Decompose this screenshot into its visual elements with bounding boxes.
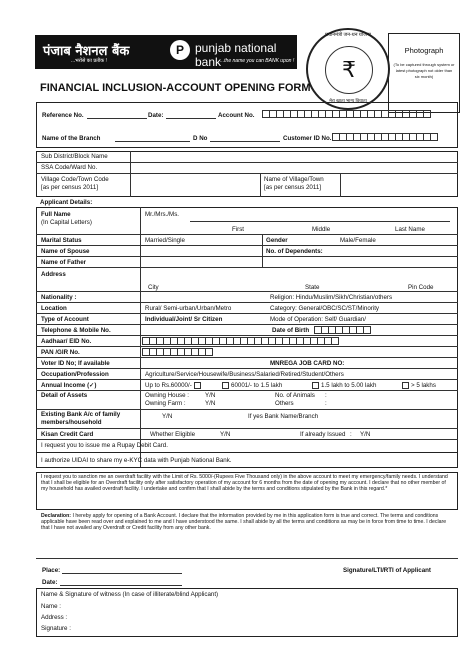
reference-no-label: Reference No.: [42, 112, 84, 119]
d-no-label: D No: [193, 135, 208, 142]
income-option-2-label: 60001/- to 1.5 lakh: [231, 382, 283, 390]
rupee-icon: ₹: [325, 46, 373, 94]
reference-no-field[interactable]: [87, 118, 147, 119]
owning-house-label: Owning House :: [145, 392, 190, 399]
village-code-label: Village Code/Town Code: [41, 176, 109, 183]
address-label: Address: [41, 271, 66, 278]
phone-label: Telephone & Mobile No.: [41, 327, 111, 334]
spouse-label: Name of Spouse: [41, 248, 90, 255]
jan-dhan-seal: [306, 28, 390, 110]
footer-date-label: Date:: [42, 579, 58, 586]
last-name-label: Last Name: [395, 226, 425, 233]
bank-name-english: punjab national bank: [195, 41, 277, 69]
animals-label: No. of Animals: [275, 392, 315, 399]
eligible-yn[interactable]: Y/N: [220, 431, 231, 438]
salutation-options[interactable]: Mr./Mrs./Ms.: [145, 211, 180, 218]
income-option-2-checkbox[interactable]: [222, 382, 229, 389]
account-no-cells[interactable]: [262, 110, 430, 118]
existing-account-yn[interactable]: Y/N: [162, 413, 173, 420]
dependents-label: No. of Dependents:: [266, 248, 323, 255]
account-type-options[interactable]: Individual/Joint/ Sr Citizen: [145, 316, 223, 323]
voter-id-label: Voter ID No; If available: [41, 360, 110, 367]
mnrega-label: MNREGA JOB CARD NO:: [270, 360, 345, 367]
account-no-label: Account No.: [218, 112, 255, 119]
income-option-1-checkbox[interactable]: [194, 382, 201, 389]
account-type-label: Type of Account: [41, 316, 89, 323]
income-option-3-label: 1.5 lakh to 5.00 lakh: [321, 382, 377, 390]
pnb-logo-icon: P: [170, 40, 190, 60]
city-label: City: [148, 284, 159, 291]
already-issued-label: If already Issued: [300, 431, 346, 438]
date-label: Date:: [148, 112, 164, 119]
occupation-options[interactable]: Agriculture/Service/Housewife/Business/Salaried/Retired/Student/Others: [145, 371, 344, 378]
place-field[interactable]: [62, 573, 182, 574]
sub-district-label: Sub District/Block Name: [41, 153, 108, 160]
village-name-label: Name of Village/Town: [264, 176, 324, 183]
uidai-authorization: I authorize UIDAI to share my e-KYC data with Punjab National Bank.: [41, 457, 232, 464]
branch-label: Name of the Branch: [42, 135, 101, 142]
assets-label: Detail of Assets: [41, 392, 88, 399]
already-issued-yn[interactable]: Y/N: [360, 431, 371, 438]
location-options[interactable]: Rural/ Semi-urban/Urban/Metro: [145, 305, 232, 312]
bank-logo-banner: [35, 35, 297, 69]
seal-top-text: प्रधानमंत्री जन-धन योजना: [325, 32, 371, 38]
full-name-field[interactable]: [190, 221, 450, 222]
middle-name-label: Middle: [312, 226, 331, 233]
father-label: Name of Father: [41, 259, 87, 266]
location-label: Location: [41, 305, 67, 312]
nationality-label: Nationality :: [41, 294, 77, 301]
income-option-3[interactable]: [310, 382, 376, 389]
marital-status-label: Marital Status: [41, 237, 82, 244]
dob-cells[interactable]: [314, 326, 370, 334]
full-name-label: Full Name: [41, 211, 71, 218]
photograph-box[interactable]: [388, 33, 460, 113]
pan-cells[interactable]: [142, 348, 212, 356]
mode-of-operation[interactable]: Mode of Operation: Self/ Guardian/: [270, 316, 366, 323]
income-option-4-label: > 5 lakhs: [411, 382, 436, 390]
rupay-request: I request you to issue me a Rupay Debit Card.: [41, 442, 168, 449]
owning-farm-label: Owning Farm :: [145, 400, 186, 407]
state-label: State: [305, 284, 320, 291]
seal-bottom-text: मेरा खाता भाग्य विधाता: [329, 98, 367, 103]
form-title: FINANCIAL INCLUSION-ACCOUNT OPENING FORM: [40, 82, 311, 94]
dob-label: Date of Birth: [272, 327, 310, 334]
already-issued-colon: :: [350, 431, 352, 438]
religion-options[interactable]: Religion: Hindu/Muslim/Sikh/Christian/others: [270, 294, 393, 301]
category-options[interactable]: Category: General/OBC/SC/ST/Minority: [270, 305, 380, 312]
ssa-code-label: SSA Code/Ward No.: [41, 164, 98, 171]
witness-name-label: Name :: [41, 603, 61, 610]
witness-label: Name & Signature of witness (In case of illiterate/blind Applicant): [41, 591, 219, 598]
existing-account-label: Existing Bank A/c of family: [41, 411, 121, 418]
marital-options[interactable]: Married/Single: [145, 237, 185, 244]
income-option-4-checkbox[interactable]: [402, 382, 409, 389]
photograph-note: (To be captured through system or latest photograph not older than six month): [393, 62, 455, 79]
occupation-label: Occupation/Profession: [41, 371, 109, 378]
owning-farm-yn[interactable]: Y/N: [205, 400, 216, 407]
income-option-3-checkbox[interactable]: [312, 382, 319, 389]
gender-label: Gender: [266, 237, 288, 244]
income-option-1[interactable]: [145, 382, 203, 389]
branch-field[interactable]: [115, 141, 190, 142]
overdraft-request: I request you to sanction me an overdraft facility with the Limit of Rs. 5000/-(Rupees Five Thousand only) in the above account to meet my emergency/family needs. I understand that I shall be eligible for an Overdraft facility only after satisfactory operation of my account for 6 months from the date of opening my account. I declare that no other member of my household has availed overdraft facility. I undertake and confirm that I shall abide by the terms and conditions stipulated by the Bank in this regard.*: [41, 474, 448, 493]
witness-signature-label: Signature :: [41, 625, 71, 632]
customer-id-label: Customer ID No.: [283, 135, 332, 142]
customer-id-cells[interactable]: [332, 133, 437, 141]
witness-address-label: Address :: [41, 614, 68, 621]
bank-name-hindi: पंजाब नैशनल बैंक: [43, 44, 130, 59]
income-label: Annual Income (✓): [41, 382, 97, 389]
applicant-section-title: Applicant Details:: [40, 199, 93, 206]
others-colon: :: [325, 400, 327, 407]
date-field[interactable]: [166, 118, 216, 119]
pan-label: PAN /GIR No.: [41, 349, 80, 356]
pin-code-label: Pin Code: [408, 284, 434, 291]
declaration-label: Declaration:: [41, 513, 71, 519]
income-option-4[interactable]: [400, 382, 436, 389]
eligible-label: Whether Eligible: [150, 431, 196, 438]
aadhaar-label: Aadhaar/ EID No.: [41, 338, 92, 345]
gender-options[interactable]: Male/Female: [340, 237, 376, 244]
first-name-label: First: [232, 226, 245, 233]
income-option-1-label: Up to Rs.60000/-: [145, 382, 192, 390]
english-tagline: ...the name you can BANK upon !: [220, 58, 295, 64]
declaration-body: I hereby apply for opening of a Bank Account. I declare that the information provided by me in this application form is true and correct. The terms and conditions applicable have been read over and explained to me and I have understood the same. I shall abide by all the terms and conditions as may be in force from time to time. I declare that I have not availed any Overdraft or Credit facility from any other bank.: [41, 513, 447, 532]
aadhaar-cells[interactable]: [142, 337, 338, 345]
photograph-heading: Photograph: [404, 46, 444, 55]
hindi-tagline: ...भरोसे का प्रतीक !: [71, 58, 107, 64]
place-label: Place:: [42, 567, 61, 574]
owning-house-yn[interactable]: Y/N: [205, 392, 216, 399]
d-no-field[interactable]: [210, 141, 280, 142]
census-left-label: [as per census 2011]: [41, 184, 98, 191]
bank-name-label: If yes Bank Name/Branch: [248, 413, 319, 420]
footer-date-field[interactable]: [60, 585, 182, 586]
animals-colon: :: [325, 392, 327, 399]
kisan-card-label: Kisan Credit Card: [41, 431, 94, 438]
others-label: Others: [275, 400, 294, 407]
census-right-label: [as per census 2011]: [264, 184, 321, 191]
members-label: members/household: [41, 419, 102, 426]
declaration-text: [41, 513, 453, 532]
capital-letters-note: (In Capital Letters): [41, 219, 92, 226]
income-option-2[interactable]: [220, 382, 282, 389]
applicant-signature-label: Signature/LTI/RTI of Applicant: [343, 567, 431, 574]
